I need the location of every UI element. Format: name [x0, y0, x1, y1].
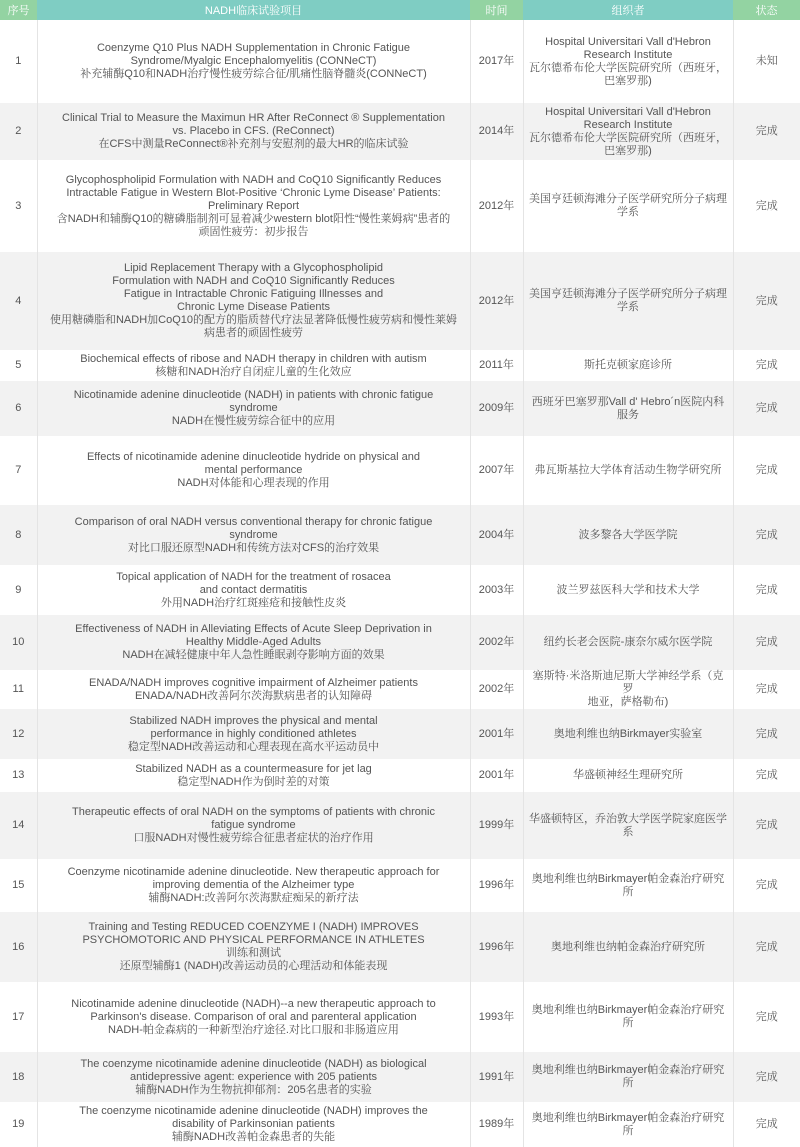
table-row — [0, 709, 800, 759]
trial-status: 完成 — [733, 982, 800, 1052]
trial-year: 1991年 — [470, 1052, 523, 1102]
trial-title: The coenzyme nicotinamide adenine dinucleotide (NADH) improves the disability of Parkinsonian patients 辅酶NADH改善帕金森患者的失能 — [37, 1102, 470, 1147]
trial-title: Training and Testing REDUCED COENZYME I (NADH) IMPROVES PSYCHOMOTORIC AND PHYSICAL PERFORMANCE IN ATHLETES 训练和测试 还原型辅酶1 (NADH)改善运动员的心理活动和体能表现 — [37, 912, 470, 982]
table-row — [0, 1052, 800, 1102]
trial-organizer: 斯托克顿家庭诊所 — [523, 350, 733, 381]
trial-year: 2001年 — [470, 709, 523, 759]
row-number: 13 — [0, 759, 37, 792]
trial-organizer: 塞斯特·米洛斯迪尼斯大学神经学系（克罗 地亚，萨格勒布) — [523, 670, 733, 709]
trial-organizer: 弗瓦斯基拉大学体育活动生物学研究所 — [523, 436, 733, 505]
table-row — [0, 670, 800, 709]
trial-organizer: 波兰罗兹医科大学和技术大学 — [523, 565, 733, 615]
trial-title: Lipid Replacement Therapy with a Glycophospholipid Formulation with NADH and CoQ10 Significantly Reduces Fatigue in Intractable Chronic Fatiguing Illnesses and Chronic Lyme Disease Patients 使用糖磷脂和NADH加CoQ10的配方的脂质替代疗法显著降低慢性疲劳病和慢性莱姆 病患者的顽固性疲劳 — [37, 252, 470, 350]
trial-year: 1996年 — [470, 912, 523, 982]
trial-status: 完成 — [733, 436, 800, 505]
trial-year: 2007年 — [470, 436, 523, 505]
trial-year: 2002年 — [470, 615, 523, 670]
header-no: 序号 — [0, 0, 37, 20]
table-row — [0, 20, 800, 103]
trial-organizer: 奥地利维也纳Birkmayer帕金森治疗研究 所 — [523, 1102, 733, 1147]
header-status: 状态 — [733, 0, 800, 20]
trial-title: Nicotinamide adenine dinucleotide (NADH) in patients with chronic fatigue syndrome NADH在慢性疲劳综合征中的应用 — [37, 381, 470, 436]
trial-year: 1999年 — [470, 792, 523, 859]
trial-status: 完成 — [733, 792, 800, 859]
trial-year: 2004年 — [470, 505, 523, 565]
trial-organizer: 美国亨廷顿海滩分子医学研究所分子病理 学系 — [523, 160, 733, 252]
row-number: 15 — [0, 859, 37, 912]
header-year: 时间 — [470, 0, 523, 20]
trial-title: Coenzyme Q10 Plus NADH Supplementation in Chronic Fatigue Syndrome/Myalgic Encephalomyelitis (CONNeCT) 补充辅酶Q10和NADH治疗慢性疲劳综合征/肌痛性脑脊髓炎(CONNeCT) — [37, 20, 470, 103]
trial-title: Comparison of oral NADH versus conventional therapy for chronic fatigue syndrome 对比口服还原型NADH和传统方法对CFS的治疗效果 — [37, 505, 470, 565]
trial-organizer: Hospital Universitari Vall d'Hebron Research Institute 瓦尔德希布伦大学医院研究所（西班牙， 巴塞罗那) — [523, 103, 733, 160]
trial-status: 完成 — [733, 565, 800, 615]
trial-year: 1993年 — [470, 982, 523, 1052]
trial-year: 1989年 — [470, 1102, 523, 1147]
trial-status: 完成 — [733, 252, 800, 350]
row-number: 3 — [0, 160, 37, 252]
row-number: 5 — [0, 350, 37, 381]
table-row — [0, 1102, 800, 1147]
trial-status: 完成 — [733, 381, 800, 436]
table-row — [0, 792, 800, 859]
trial-status: 完成 — [733, 505, 800, 565]
row-number: 19 — [0, 1102, 37, 1147]
row-number: 8 — [0, 505, 37, 565]
trial-organizer: 奥地利维也纳Birkmayer帕金森治疗研究 所 — [523, 859, 733, 912]
trial-status: 未知 — [733, 20, 800, 103]
header-org: 组织者 — [523, 0, 733, 20]
trial-title: Nicotinamide adenine dinucleotide (NADH)--a new therapeutic approach to Parkinson's disease. Comparison of oral and parenteral application NADH-帕金森病的一种新型治疗途径.对比口服和非肠道应用 — [37, 982, 470, 1052]
trial-title: The coenzyme nicotinamide adenine dinucleotide (NADH) as biological antidepressive agent: experience with 205 patients 辅酶NADH作为生物抗抑郁剂：205名患者的实验 — [37, 1052, 470, 1102]
trial-organizer: 奥地利维也纳Birkmayer实验室 — [523, 709, 733, 759]
trial-status: 完成 — [733, 160, 800, 252]
trial-status: 完成 — [733, 912, 800, 982]
trial-organizer: Hospital Universitari Vall d'Hebron Research Institute 瓦尔德希布伦大学医院研究所（西班牙， 巴塞罗那) — [523, 20, 733, 103]
table-row — [0, 859, 800, 912]
trial-title: Biochemical effects of ribose and NADH therapy in children with autism 核糖和NADH治疗自闭症儿童的生化效应 — [37, 350, 470, 381]
trial-status: 完成 — [733, 1102, 800, 1147]
table-row — [0, 565, 800, 615]
row-number: 18 — [0, 1052, 37, 1102]
trial-title: ENADA/NADH improves cognitive impairment of Alzheimer patients ENADA/NADH改善阿尔茨海默病患者的认知障碍 — [37, 670, 470, 709]
trial-organizer: 美国亨廷顿海滩分子医学研究所分子病理 学系 — [523, 252, 733, 350]
row-number: 17 — [0, 982, 37, 1052]
trial-organizer: 奥地利维也纳Birkmayer帕金森治疗研究 所 — [523, 1052, 733, 1102]
trial-title: Glycophospholipid Formulation with NADH and CoQ10 Significantly Reduces Intractable Fatigue in Western Blot-Positive ‘Chronic Lyme Disease’ Patients: Preliminary Report 含NADH和辅酶Q10的糖磷脂制剂可显着减少western blot阳性“慢性莱姆病”患者的 顽固性疲劳：初步报告 — [37, 160, 470, 252]
row-number: 10 — [0, 615, 37, 670]
table-row — [0, 505, 800, 565]
trial-organizer: 纽约长老会医院-康奈尔威尔医学院 — [523, 615, 733, 670]
row-number: 12 — [0, 709, 37, 759]
table-row — [0, 615, 800, 670]
row-number: 7 — [0, 436, 37, 505]
trial-year: 2001年 — [470, 759, 523, 792]
trial-year: 2012年 — [470, 252, 523, 350]
trial-status: 完成 — [733, 615, 800, 670]
trial-year: 1996年 — [470, 859, 523, 912]
trial-year: 2011年 — [470, 350, 523, 381]
row-number: 11 — [0, 670, 37, 709]
trial-year: 2009年 — [470, 381, 523, 436]
row-number: 4 — [0, 252, 37, 350]
trial-year: 2014年 — [470, 103, 523, 160]
trial-title: Topical application of NADH for the treatment of rosacea and contact dermatitis 外用NADH治疗红斑痤疮和接触性皮炎 — [37, 565, 470, 615]
trial-year: 2002年 — [470, 670, 523, 709]
trial-title: Stabilized NADH as a countermeasure for jet lag 稳定型NADH作为倒时差的对策 — [37, 759, 470, 792]
row-number: 14 — [0, 792, 37, 859]
trial-status: 完成 — [733, 859, 800, 912]
trial-organizer: 奥地利维也纳Birkmayer帕金森治疗研究 所 — [523, 982, 733, 1052]
trial-title: Stabilized NADH improves the physical and mental performance in highly conditioned athletes 稳定型NADH改善运动和心理表现在高水平运动员中 — [37, 709, 470, 759]
trial-organizer: 华盛顿神经生理研究所 — [523, 759, 733, 792]
table-row — [0, 103, 800, 160]
trial-year: 2012年 — [470, 160, 523, 252]
trial-title: Clinical Trial to Measure the Maximun HR After ReConnect ® Supplementation vs. Placebo in CFS. (ReConnect) 在CFS中测量ReConnect®补充剂与安慰剂的最大HR的临床试验 — [37, 103, 470, 160]
row-number: 16 — [0, 912, 37, 982]
table-row — [0, 436, 800, 505]
trial-title: Effects of nicotinamide adenine dinucleotide hydride on physical and mental performance NADH对体能和心理表现的作用 — [37, 436, 470, 505]
trial-status: 完成 — [733, 670, 800, 709]
table-row — [0, 912, 800, 982]
trial-title: Coenzyme nicotinamide adenine dinucleotide. New therapeutic approach for improving dementia of the Alzheimer type 辅酶NADH:改善阿尔茨海默症痴呆的新疗法 — [37, 859, 470, 912]
row-number: 6 — [0, 381, 37, 436]
trial-year: 2017年 — [470, 20, 523, 103]
row-number: 1 — [0, 20, 37, 103]
table-row — [0, 982, 800, 1052]
trial-status: 完成 — [733, 1052, 800, 1102]
table-row — [0, 160, 800, 252]
trial-title: Effectiveness of NADH in Alleviating Effects of Acute Sleep Deprivation in Healthy Middle-Aged Adults NADH在减轻健康中年人急性睡眠剥夺影响方面的效果 — [37, 615, 470, 670]
table-header-row — [0, 0, 800, 20]
row-number: 2 — [0, 103, 37, 160]
table-row — [0, 252, 800, 350]
table-row — [0, 759, 800, 792]
trial-status: 完成 — [733, 709, 800, 759]
trial-status: 完成 — [733, 350, 800, 381]
trial-year: 2003年 — [470, 565, 523, 615]
trial-status: 完成 — [733, 103, 800, 160]
trial-organizer: 奥地利维也纳帕金森治疗研究所 — [523, 912, 733, 982]
trial-status: 完成 — [733, 759, 800, 792]
trial-organizer: 华盛顿特区，乔治敦大学医学院家庭医学 系 — [523, 792, 733, 859]
trial-organizer: 西班牙巴塞罗那Vall d' Hebro´n医院内科 服务 — [523, 381, 733, 436]
trial-title: Therapeutic effects of oral NADH on the symptoms of patients with chronic fatigue syndrome 口服NADH对慢性疲劳综合征患者症状的治疗作用 — [37, 792, 470, 859]
header-title: NADH临床试验项目 — [37, 0, 470, 20]
table-row — [0, 350, 800, 381]
trial-organizer: 波多黎各大学医学院 — [523, 505, 733, 565]
table-row — [0, 381, 800, 436]
row-number: 9 — [0, 565, 37, 615]
